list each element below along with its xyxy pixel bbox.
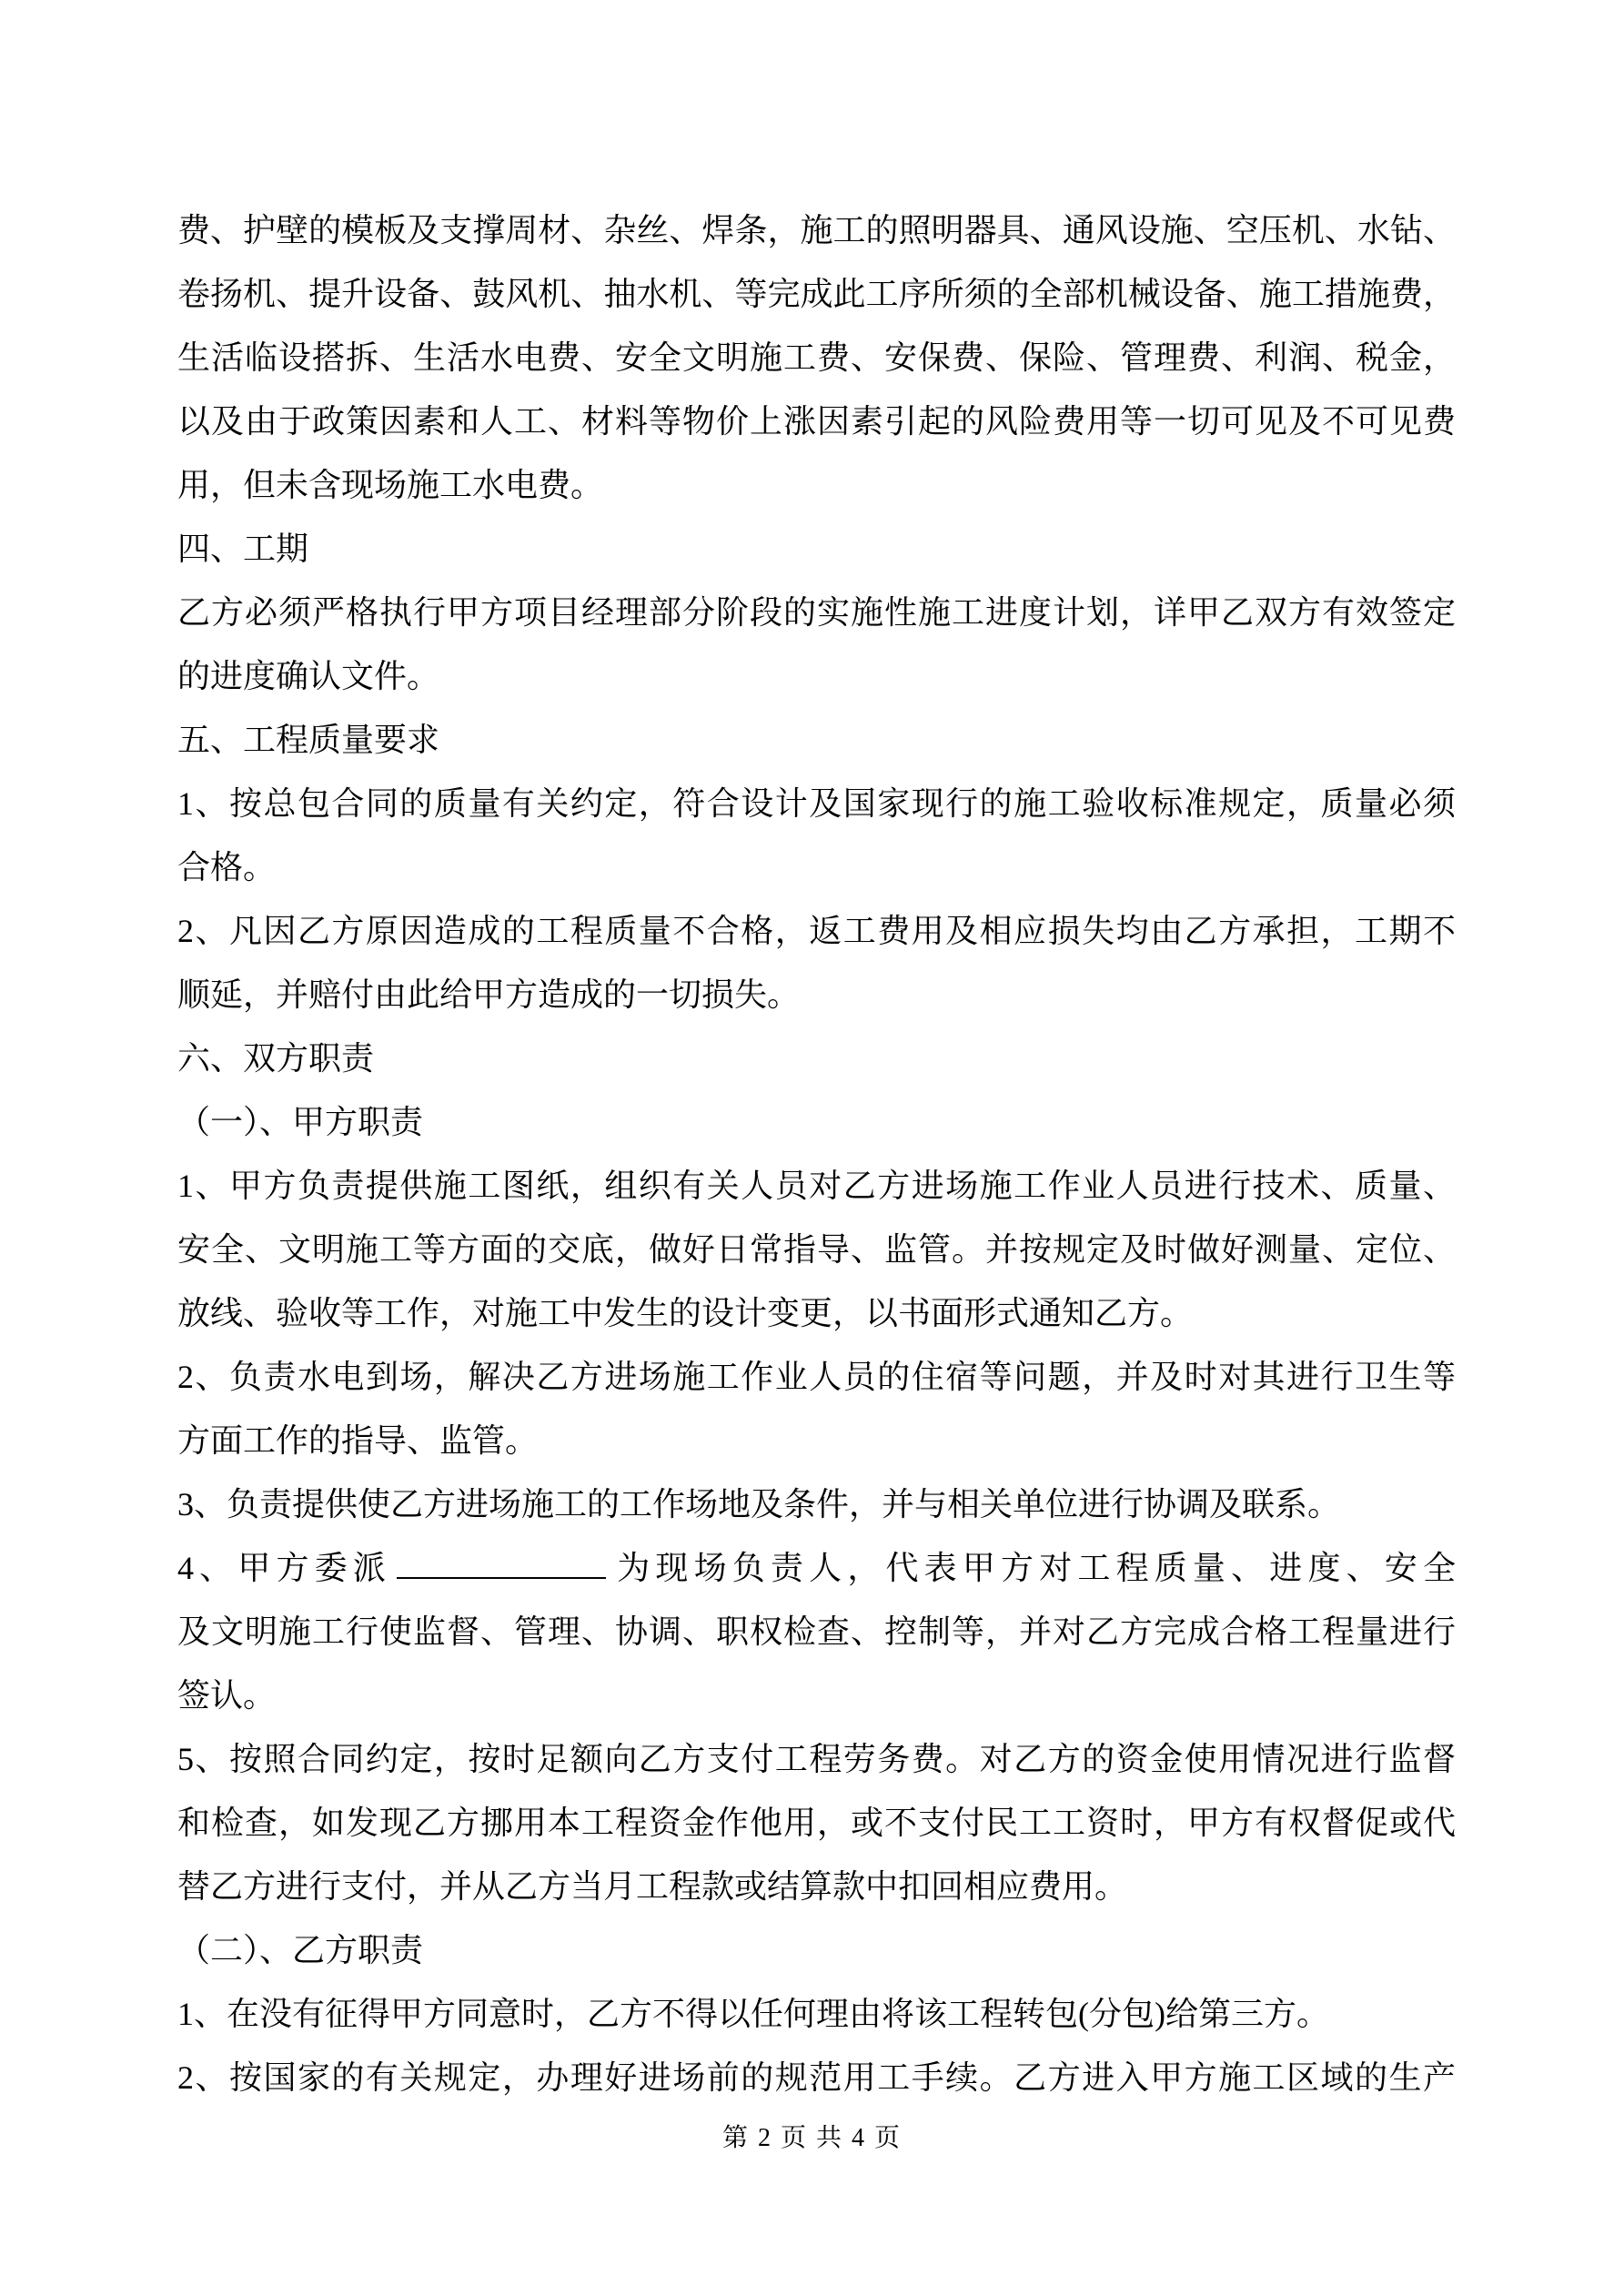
text-line: 四、工期	[177, 531, 309, 567]
text-line: 及文明施工行使监督、管理、协调、职权检查、控制等，并对乙方完成合格工程量进行	[177, 1613, 1456, 1650]
text-line: 五、工程质量要求	[177, 722, 440, 758]
line-prefix: 4、甲方委派	[177, 1550, 392, 1586]
text-line: 六、双方职责	[177, 1040, 375, 1077]
text-line: 用，但未含现场施工水电费。	[177, 467, 604, 503]
text-line: 1、按总包合同的质量有关约定，符合设计及国家现行的施工验收标准规定，质量必须	[177, 785, 1456, 822]
blank-underline-field	[397, 1546, 606, 1579]
document-body	[177, 198, 1456, 2109]
line-suffix: 为现场负责人，代表甲方对工程质量、进度、安全	[611, 1550, 1456, 1586]
text-line: 2、负责水电到场，解决乙方进场施工作业人员的住宿等问题，并及时对其进行卫生等	[177, 1359, 1456, 1395]
text-line: 签认。	[177, 1677, 277, 1714]
text-line: 1、甲方负责提供施工图纸，组织有关人员对乙方进场施工作业人员进行技术、质量、	[177, 1168, 1456, 1204]
text-line: 方面工作的指导、监管。	[177, 1422, 539, 1459]
text-line: 和检查，如发现乙方挪用本工程资金作他用，或不支付民工工资时，甲方有权督促或代	[177, 1805, 1456, 1841]
text-line: 替乙方进行支付，并从乙方当月工程款或结算款中扣回相应费用。	[177, 1868, 1128, 1905]
text-line	[177, 1536, 1456, 1600]
text-line: 合格。	[177, 849, 277, 885]
text-line: 以及由于政策因素和人工、材料等物价上涨因素引起的风险费用等一切可见及不可见费	[177, 403, 1456, 440]
text-line: 卷扬机、提升设备、鼓风机、抽水机、等完成此工序所须的全部机械设备、施工措施费，	[177, 276, 1456, 312]
page-footer: 第 2 页 共 4 页	[721, 2124, 902, 2152]
text-line: 5、按照合同约定，按时足额向乙方支付工程劳务费。对乙方的资金使用情况进行监督	[177, 1741, 1456, 1777]
text-line: 1、在没有征得甲方同意时，乙方不得以任何理由将该工程转包(分包)给第三方。	[177, 1996, 1329, 2032]
text-line: 3、负责提供使乙方进场施工的工作场地及条件，并与相关单位进行协调及联系。	[177, 1486, 1341, 1522]
text-line: 费、护壁的模板及支撑周材、杂丝、焊条，施工的照明器具、通风设施、空压机、水钻、	[177, 212, 1456, 248]
text-line: （二）、乙方职责	[177, 1932, 424, 1968]
text-line: 2、凡因乙方原因造成的工程质量不合格，返工费用及相应损失均由乙方承担，工期不	[177, 913, 1456, 949]
text-line: （一）、甲方职责	[177, 1104, 424, 1140]
text-line: 安全、文明施工等方面的交底，做好日常指导、监管。并按规定及时做好测量、定位、	[177, 1231, 1456, 1268]
text-line: 顺延，并赔付由此给甲方造成的一切损失。	[177, 976, 801, 1013]
text-line: 放线、验收等工作，对施工中发生的设计变更，以书面形式通知乙方。	[177, 1295, 1194, 1331]
text-line: 生活临设搭拆、生活水电费、安全文明施工费、安保费、保险、管理费、利润、税金，	[177, 339, 1456, 376]
text-line: 2、按国家的有关规定，办理好进场前的规范用工手续。乙方进入甲方施工区域的生产	[177, 2059, 1456, 2096]
text-line: 的进度确认文件。	[177, 658, 440, 694]
text-line: 乙方必须严格执行甲方项目经理部分阶段的实施性施工进度计划，详甲乙双方有效签定	[177, 594, 1456, 631]
